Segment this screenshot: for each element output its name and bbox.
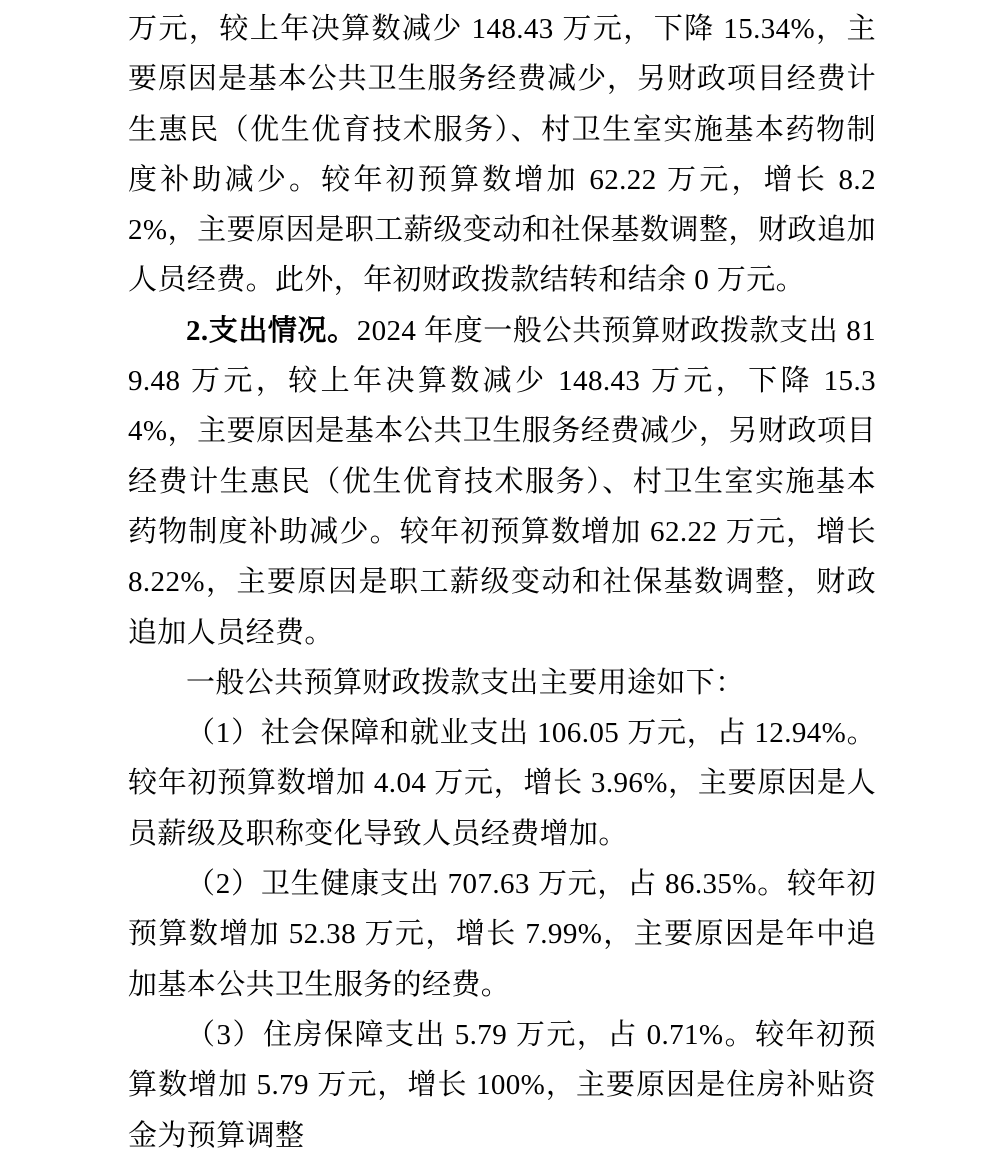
paragraph-expenditure-heading: 2.支出情况。 <box>186 314 357 347</box>
paragraph-expenditure-body: 2024 年度一般公共预算财政拨款支出 819.48 万元，较上年决算数减少 148.43 万元，下降 15.34%，主要原因是基本公共卫生服务经费减少，另财政项目经费计生惠民（优生优育技术服务）、村卫生室实施基本药物制度补助减少。较年初预算数增加 62.22 万元，增长 8.22%，主要原因是职工薪级变动和社保基数调整，财政追加人员经费。 <box>128 314 876 649</box>
document-page <box>128 4 876 1161</box>
paragraph-item-3-housing: （3）住房保障支出 5.79 万元，占 0.71%。较年初预算数增加 5.79 万元，增长 100%，主要原因是住房补贴资金为预算调整 <box>128 1018 876 1152</box>
paragraph-item-1-social-security: （1）社会保障和就业支出 106.05 万元，占 12.94%。较年初预算数增加 4.04 万元，增长 3.96%，主要原因是人员薪级及职称变化导致人员经费增加。 <box>128 717 876 850</box>
paragraph-usage-intro: 一般公共预算财政拨款支出主要用途如下： <box>186 666 745 699</box>
paragraph-income-continuation: 万元，较上年决算数减少 148.43 万元，下降 15.34%，主要原因是基本公共卫生服务经费减少，另财政项目经费计生惠民（优生优育技术服务）、村卫生室实施基本药物制度补助减少。较年初预算数增加 62.22 万元，增长 8.22%，主要原因是职工薪级变动和社保基数调整，财政追加人员经费。此外，年初财政拨款结转和结余 0 万元。 <box>128 13 876 297</box>
paragraph-expenditure-overview <box>128 306 876 658</box>
paragraph-item-2-health: （2）卫生健康支出 707.63 万元，占 86.35%。较年初预算数增加 52.38 万元，增长 7.99%，主要原因是年中追加基本公共卫生服务的经费。 <box>128 868 876 1001</box>
